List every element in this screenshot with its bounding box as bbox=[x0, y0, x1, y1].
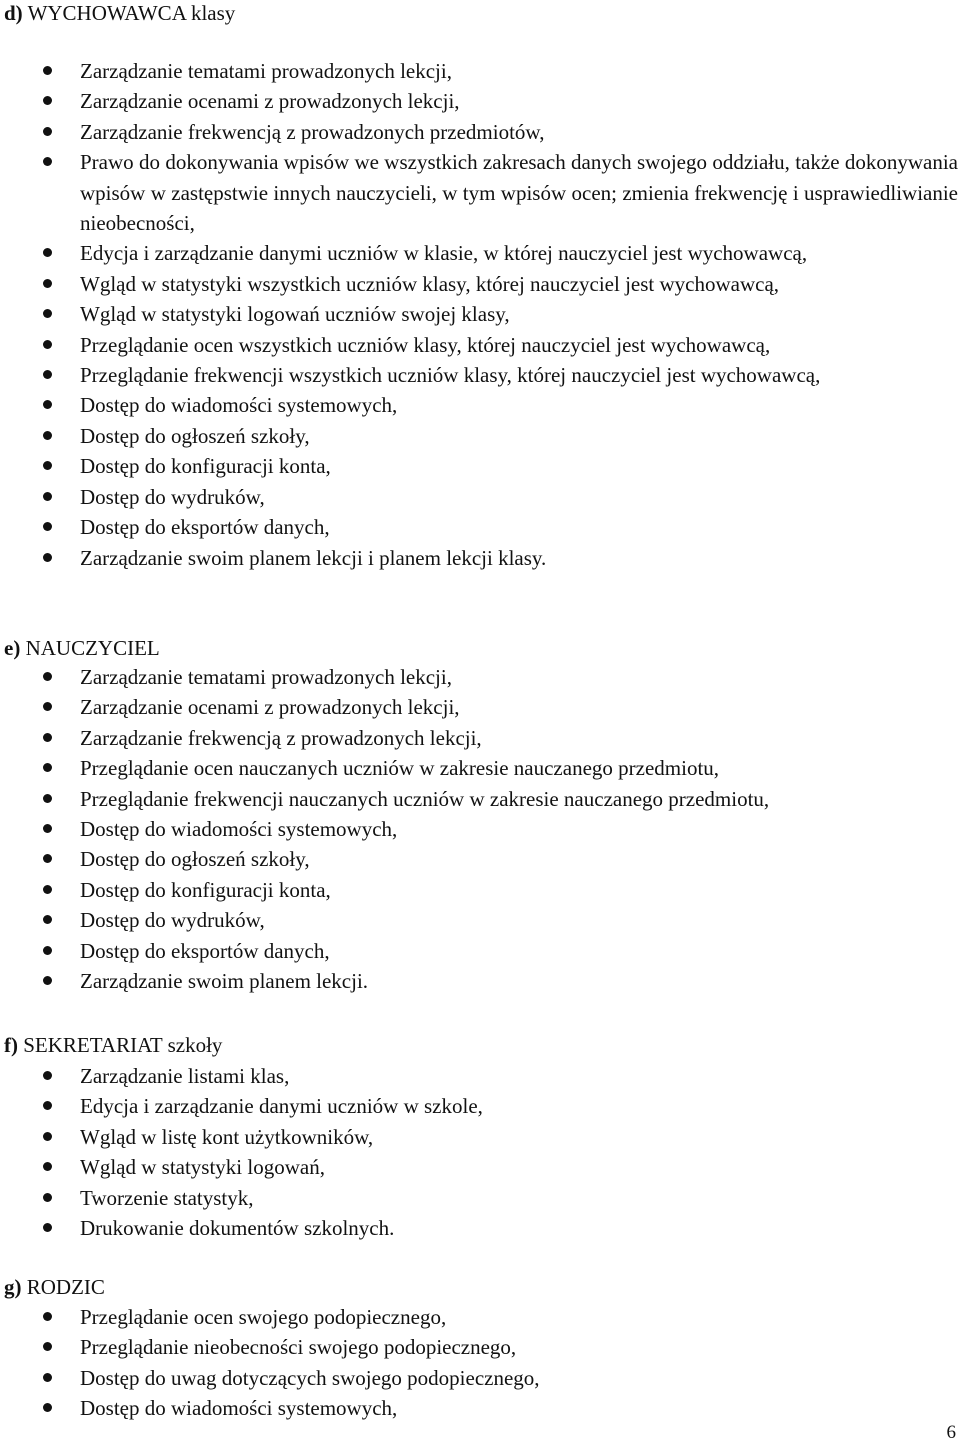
list-item: Tworzenie statystyk, bbox=[0, 1183, 958, 1213]
bullet-icon bbox=[43, 976, 52, 985]
section-title: RODZIC bbox=[26, 1275, 105, 1299]
bullet-icon bbox=[43, 461, 52, 470]
section-letter: e) bbox=[4, 636, 21, 660]
section-heading-nauczyciel bbox=[4, 633, 160, 663]
list-item: Dostęp do ogłoszeń szkoły, bbox=[0, 844, 958, 874]
list-item: Dostęp do wydruków, bbox=[0, 482, 958, 512]
bullet-icon bbox=[43, 492, 52, 501]
bullet-icon bbox=[43, 763, 52, 772]
permission-list-wychowawca bbox=[0, 56, 958, 573]
bullet-icon bbox=[43, 1132, 52, 1141]
list-item: Dostęp do wiadomości systemowych, bbox=[0, 1393, 958, 1423]
list-item: Dostęp do konfiguracji konta, bbox=[0, 875, 958, 905]
list-item: Edycja i zarządzanie danymi uczniów w klasie, w której nauczyciel jest wychowawcą, bbox=[0, 238, 958, 268]
section-heading-rodzic bbox=[4, 1272, 105, 1302]
bullet-icon bbox=[43, 279, 52, 288]
list-item: Dostęp do ogłoszeń szkoły, bbox=[0, 421, 958, 451]
bullet-icon bbox=[43, 127, 52, 136]
bullet-icon bbox=[43, 96, 52, 105]
list-item: Dostęp do eksportów danych, bbox=[0, 512, 958, 542]
bullet-icon bbox=[43, 400, 52, 409]
section-title: NAUCZYCIEL bbox=[25, 636, 160, 660]
list-item: Dostęp do konfiguracji konta, bbox=[0, 451, 958, 481]
list-item: Przeglądanie nieobecności swojego podopiecznego, bbox=[0, 1332, 958, 1362]
bullet-icon bbox=[43, 1223, 52, 1232]
list-item: Zarządzanie frekwencją z prowadzonych przedmiotów, bbox=[0, 117, 958, 147]
list-item: Wgląd w listę kont użytkowników, bbox=[0, 1122, 958, 1152]
list-item: Zarządzanie swoim planem lekcji. bbox=[0, 966, 958, 996]
list-item: Przeglądanie frekwencji wszystkich uczniów klasy, której nauczyciel jest wychowawcą, bbox=[0, 360, 958, 390]
bullet-icon bbox=[43, 309, 52, 318]
bullet-icon bbox=[43, 946, 52, 955]
list-item: Przeglądanie ocen swojego podopiecznego, bbox=[0, 1302, 958, 1332]
list-item: Dostęp do eksportów danych, bbox=[0, 936, 958, 966]
bullet-icon bbox=[43, 370, 52, 379]
list-item: Drukowanie dokumentów szkolnych. bbox=[0, 1213, 958, 1243]
bullet-icon bbox=[43, 431, 52, 440]
list-item: Wgląd w statystyki wszystkich uczniów klasy, której nauczyciel jest wychowawcą, bbox=[0, 269, 958, 299]
bullet-icon bbox=[43, 1193, 52, 1202]
permission-list-sekretariat bbox=[0, 1061, 958, 1243]
permission-list-nauczyciel bbox=[0, 662, 958, 996]
page-number: 6 bbox=[946, 1422, 956, 1443]
bullet-icon bbox=[43, 1312, 52, 1321]
section-title: SEKRETARIAT szkoły bbox=[23, 1033, 223, 1057]
list-item: Edycja i zarządzanie danymi uczniów w szkole, bbox=[0, 1091, 958, 1121]
list-item: Prawo do dokonywania wpisów we wszystkich zakresach danych swojego oddziału, także dokonywania wpisów w zastępstwie innych nauczycieli, w tym wpisów ocen; zmienia frekwencję i usprawiedliwianie nieobecności, bbox=[0, 147, 958, 238]
list-item: Dostęp do wiadomości systemowych, bbox=[0, 390, 958, 420]
list-item: Zarządzanie frekwencją z prowadzonych lekcji, bbox=[0, 723, 958, 753]
bullet-icon bbox=[43, 1162, 52, 1171]
bullet-icon bbox=[43, 702, 52, 711]
bullet-icon bbox=[43, 1342, 52, 1351]
list-item: Przeglądanie ocen wszystkich uczniów klasy, której nauczyciel jest wychowawcą, bbox=[0, 330, 958, 360]
list-item: Wgląd w statystyki logowań uczniów swojej klasy, bbox=[0, 299, 958, 329]
bullet-icon bbox=[43, 522, 52, 531]
list-item: Dostęp do wiadomości systemowych, bbox=[0, 814, 958, 844]
list-item: Przeglądanie ocen nauczanych uczniów w zakresie nauczanego przedmiotu, bbox=[0, 753, 958, 783]
bullet-icon bbox=[43, 1101, 52, 1110]
bullet-icon bbox=[43, 1071, 52, 1080]
bullet-icon bbox=[43, 340, 52, 349]
list-item: Przeglądanie frekwencji nauczanych uczniów w zakresie nauczanego przedmiotu, bbox=[0, 784, 958, 814]
bullet-icon bbox=[43, 794, 52, 803]
section-heading-wychowawca bbox=[4, 0, 235, 28]
list-item: Zarządzanie tematami prowadzonych lekcji, bbox=[0, 56, 958, 86]
bullet-icon bbox=[43, 672, 52, 681]
section-heading-sekretariat bbox=[4, 1030, 222, 1060]
section-letter: d) bbox=[4, 1, 23, 25]
bullet-icon bbox=[43, 553, 52, 562]
bullet-icon bbox=[43, 157, 52, 166]
bullet-icon bbox=[43, 885, 52, 894]
bullet-icon bbox=[43, 248, 52, 257]
bullet-icon bbox=[43, 733, 52, 742]
permission-list-rodzic bbox=[0, 1302, 958, 1424]
list-item: Zarządzanie swoim planem lekcji i planem lekcji klasy. bbox=[0, 543, 958, 573]
list-item: Zarządzanie ocenami z prowadzonych lekcji, bbox=[0, 86, 958, 116]
section-letter: f) bbox=[4, 1033, 18, 1057]
bullet-icon bbox=[43, 824, 52, 833]
list-item: Zarządzanie listami klas, bbox=[0, 1061, 958, 1091]
list-item: Dostęp do uwag dotyczących swojego podopiecznego, bbox=[0, 1363, 958, 1393]
list-item: Dostęp do wydruków, bbox=[0, 905, 958, 935]
list-item: Zarządzanie ocenami z prowadzonych lekcji, bbox=[0, 692, 958, 722]
bullet-icon bbox=[43, 1403, 52, 1412]
bullet-icon bbox=[43, 915, 52, 924]
bullet-icon bbox=[43, 854, 52, 863]
bullet-icon bbox=[43, 66, 52, 75]
section-letter: g) bbox=[4, 1275, 22, 1299]
list-item: Wgląd w statystyki logowań, bbox=[0, 1152, 958, 1182]
list-item: Zarządzanie tematami prowadzonych lekcji, bbox=[0, 662, 958, 692]
section-title: WYCHOWAWCA klasy bbox=[27, 1, 236, 25]
bullet-icon bbox=[43, 1373, 52, 1382]
